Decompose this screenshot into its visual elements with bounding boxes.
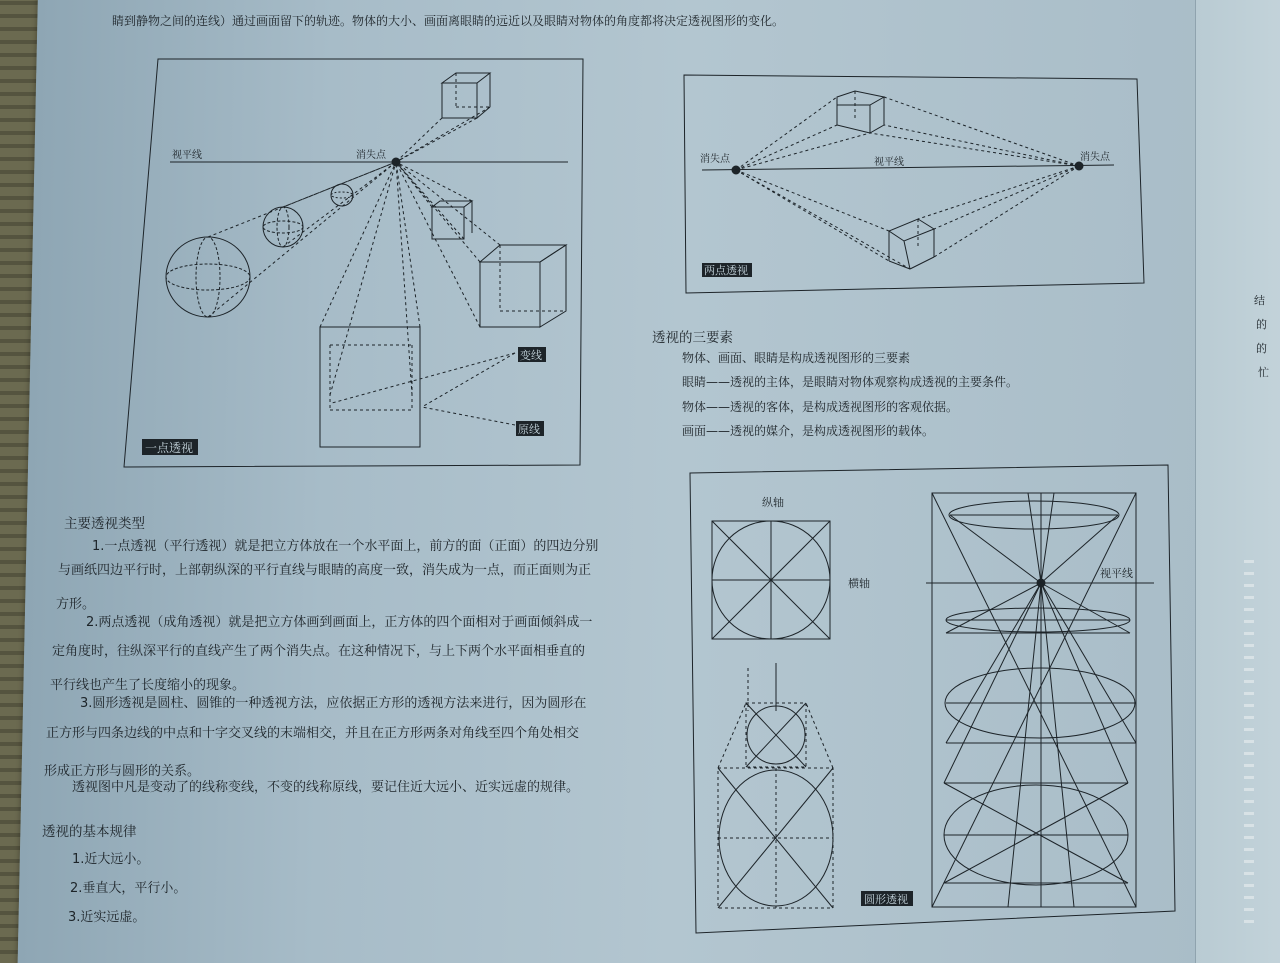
three-elements-line: 物体、画面、眼睛是构成透视图形的三要素 bbox=[682, 351, 911, 365]
types-paragraph-line: 定角度时，往纵深平行的直线产生了两个消失点。在这种情况下，与上下两个水平面相垂直的 bbox=[52, 644, 586, 659]
types-paragraph-line: 3.圆形透视是圆柱、圆锥的一种透视方法，应依据正方形的透视方法来进行，因为圆形在 bbox=[80, 696, 587, 711]
types-paragraph-line: 方形。 bbox=[56, 597, 96, 612]
three-elements-line: 画面——透视的媒介，是构成透视图形的载体。 bbox=[682, 424, 935, 438]
vertical-axis-label: 纵轴 bbox=[762, 496, 784, 509]
next-page-char: 忙 bbox=[1258, 366, 1269, 379]
vanishing-point-label: 消失点 bbox=[356, 150, 386, 161]
figure-two-point-perspective bbox=[682, 73, 1148, 295]
types-title: 主要透视类型 bbox=[64, 516, 145, 532]
types-paragraph-line: 2.两点透视（成角透视）就是把立方体画到画面上，正方体的四个面相对于画面倾斜成一 bbox=[86, 615, 593, 630]
types-paragraph-line: 形成正方形与圆形的关系。 bbox=[44, 764, 201, 779]
next-page-char: 的 bbox=[1256, 318, 1267, 331]
figure-caption: 两点透视 bbox=[704, 264, 748, 277]
figure-frame bbox=[124, 59, 583, 467]
original-line-label: 原线 bbox=[518, 423, 540, 436]
horizon-line bbox=[702, 165, 1114, 170]
types-summary-line: 透视图中凡是变动了的线称变线，不变的线称原线，要记住近大远小、近实远虚的规律。 bbox=[72, 780, 580, 795]
three-elements-line: 眼睛——透视的主体，是眼睛对物体观察构成透视的主要条件。 bbox=[682, 375, 1019, 389]
horizon-label: 视平线 bbox=[1100, 567, 1133, 580]
next-page-char: 结 bbox=[1254, 294, 1265, 307]
rules-title: 透视的基本规律 bbox=[42, 824, 137, 840]
figure-circle-perspective bbox=[688, 463, 1203, 938]
horizontal-axis-label: 横轴 bbox=[848, 577, 870, 590]
types-paragraph-line: 正方形与四条边线的中点和十字交叉线的末端相交，并且在正方形两条对角线至四个角处相交 bbox=[46, 726, 580, 741]
binding-holes bbox=[1244, 560, 1254, 930]
three-elements-title: 透视的三要素 bbox=[652, 330, 733, 346]
vp-right-label: 消失点 bbox=[1080, 152, 1110, 163]
next-page-char: 的 bbox=[1256, 342, 1267, 355]
types-paragraph-line: 1.一点透视（平行透视）就是把立方体放在一个水平面上，前方的面（正面）的四边分别 bbox=[92, 539, 599, 554]
rule-item: 3.近实远虚。 bbox=[68, 910, 146, 925]
horizon-label: 视平线 bbox=[172, 150, 202, 161]
rule-item: 1.近大远小。 bbox=[72, 852, 150, 867]
rule-item: 2.垂直大，平行小。 bbox=[70, 881, 187, 896]
figure-one-point-perspective bbox=[120, 55, 590, 475]
types-paragraph-line: 与画纸四边平行时，上部朝纵深的平行直线与眼睛的高度一致，消失成为一点，而正面则为正 bbox=[58, 563, 592, 578]
changed-line-label: 变线 bbox=[520, 349, 542, 362]
figure-caption: 圆形透视 bbox=[864, 893, 908, 906]
figure-caption: 一点透视 bbox=[145, 441, 194, 455]
horizon-label: 视平线 bbox=[874, 157, 904, 168]
types-paragraph-line: 平行线也产生了长度缩小的现象。 bbox=[50, 678, 246, 693]
next-page-edge bbox=[1195, 0, 1280, 963]
three-elements-line: 物体——透视的客体，是构成透视图形的客观依据。 bbox=[682, 400, 959, 414]
vp-left-label: 消失点 bbox=[700, 154, 730, 165]
intro-text: 睛到静物之间的连线）通过画面留下的轨迹。物体的大小、画面离眼睛的远近以及眼睛对物体的角度都将决定透视图形的变化。 bbox=[112, 14, 785, 28]
